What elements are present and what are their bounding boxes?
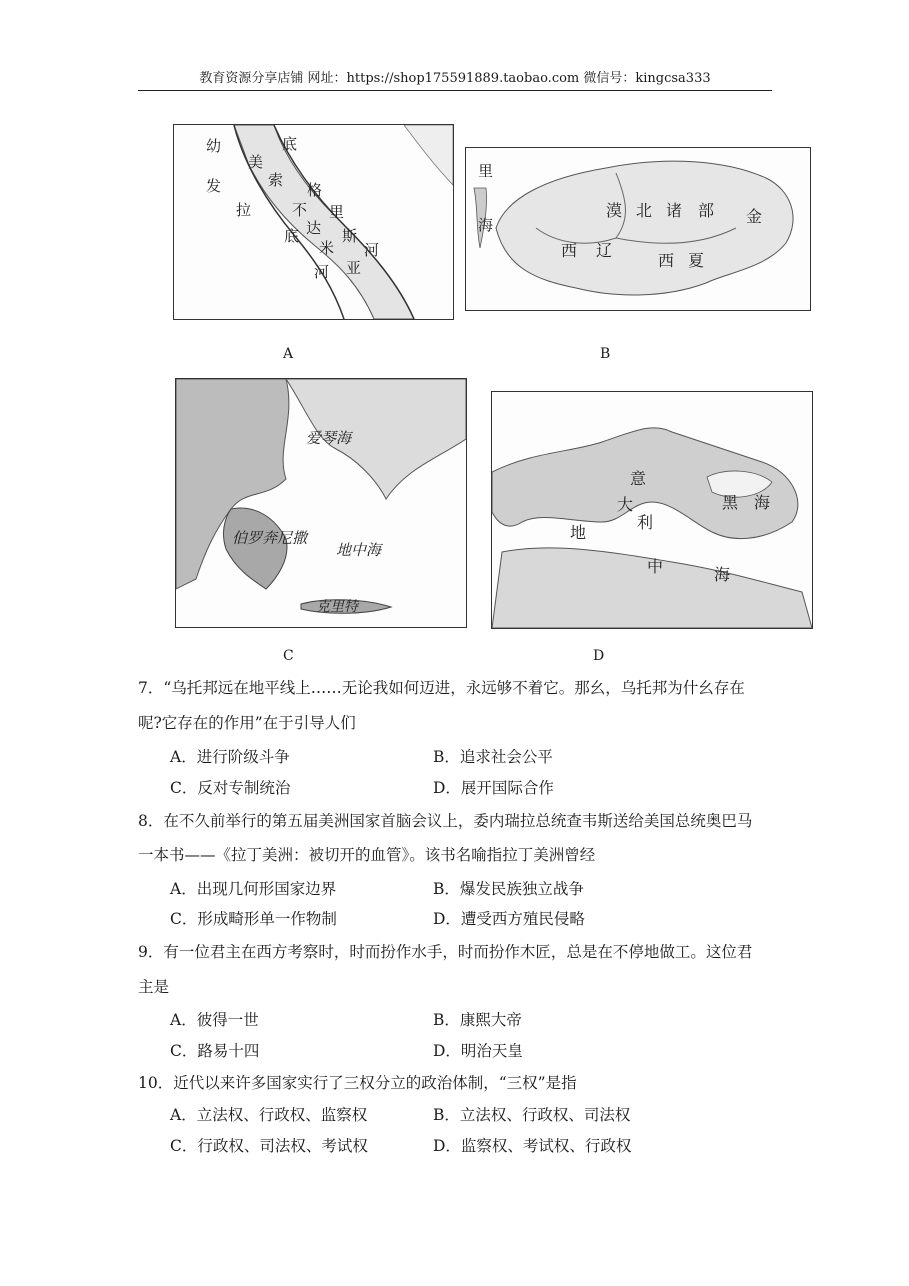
map-b-label: 辽 — [596, 241, 613, 260]
header-rule — [138, 90, 772, 91]
map-a-label: 河 — [314, 263, 330, 281]
map-d-label: 意 — [630, 469, 647, 488]
map-d-label: 中 — [647, 557, 664, 576]
map-a-label: 拉 — [236, 201, 252, 219]
map-a-label: 底 — [282, 135, 298, 153]
question-8-option-d[interactable]: D．遭受西方殖民侵略 — [433, 910, 585, 928]
question-8-option-b[interactable]: B．爆发民族独立战争 — [433, 880, 584, 898]
question-7-option-a[interactable]: A．进行阶级斗争 — [170, 748, 290, 766]
question-7-option-c[interactable]: C．反对专制统治 — [170, 779, 291, 797]
map-c-label: 地中海 — [336, 541, 382, 559]
question-9-option-c[interactable]: C．路易十四 — [170, 1042, 260, 1060]
map-a-label: 发 — [206, 177, 222, 195]
question-8-line2: 一本书——《拉丁美洲：被切开的血管》。该书名喻指拉丁美洲曾经 — [138, 846, 596, 864]
map-d-caption: D — [593, 648, 605, 664]
map-b-label: 海 — [478, 216, 494, 234]
map-c-greece — [175, 378, 467, 628]
map-d-label: 利 — [637, 513, 654, 532]
map-c-label: 爱琴海 — [306, 429, 352, 447]
map-b-label: 西 — [561, 241, 578, 260]
question-9-line1: 9．有一位君主在西方考察时，时而扮作水手，时而扮作木匠，总是在不停地做工。这位君 — [138, 943, 753, 961]
map-a-label: 米 — [319, 239, 335, 257]
map-b-label: 漠 — [606, 201, 623, 220]
map-a-label: 达 — [306, 219, 322, 237]
map-a-label: 格 — [307, 181, 323, 199]
map-a-label: 底 — [284, 227, 300, 245]
question-10-line1: 10．近代以来许多国家实行了三权分立的政治体制，“三权”是指 — [138, 1074, 577, 1092]
map-b-label: 西 — [658, 251, 675, 270]
map-a-label: 美 — [248, 153, 264, 171]
question-7-option-b[interactable]: B．追求社会公平 — [433, 748, 553, 766]
map-a-caption: A — [283, 346, 294, 362]
question-10-option-d[interactable]: D．监察权、考试权、行政权 — [433, 1137, 632, 1155]
map-c-label: 克里特 — [316, 599, 358, 615]
map-a-label: 亚 — [346, 259, 362, 277]
question-7-line1: 7．“乌托邦远在地平线上……无论我如何迈进，永远够不着它。那幺，乌托邦为什幺存在 — [138, 679, 745, 697]
map-b-label: 部 — [698, 201, 715, 220]
question-8-line1: 8．在不久前举行的第五届美洲国家首脑会议上，委内瑞拉总统查韦斯送给美国总统奥巴马 — [138, 812, 753, 830]
map-a-label: 索 — [268, 171, 284, 189]
question-9-option-d[interactable]: D．明治天皇 — [433, 1042, 523, 1060]
map-a-label: 里 — [329, 203, 345, 221]
question-9-line2: 主是 — [138, 978, 170, 996]
map-a-label: 不 — [292, 201, 308, 219]
question-7-option-d[interactable]: D．展开国际合作 — [433, 779, 554, 797]
map-a-label: 河 — [364, 241, 380, 259]
map-b-label: 夏 — [688, 251, 705, 270]
map-b-label: 里 — [478, 162, 494, 180]
question-9-option-a[interactable]: A．彼得一世 — [170, 1011, 259, 1029]
map-a-label: 幼 — [206, 137, 222, 155]
map-b-label: 北 — [636, 201, 653, 220]
question-8-option-a[interactable]: A．出现几何形国家边界 — [170, 880, 337, 898]
question-10-option-a[interactable]: A．立法权、行政权、监察权 — [170, 1106, 368, 1124]
map-d-label: 地 — [570, 523, 587, 542]
question-10-option-c[interactable]: C．行政权、司法权、考试权 — [170, 1137, 368, 1155]
question-8-option-c[interactable]: C．形成畸形单一作物制 — [170, 910, 337, 928]
question-7-line2: 呢?它存在的作用”在于引导人们 — [138, 714, 356, 732]
map-c-caption: C — [283, 648, 294, 664]
map-d-label: 大 — [617, 495, 634, 514]
question-9-option-b[interactable]: B．康熙大帝 — [433, 1011, 522, 1029]
map-b-label: 诸 — [666, 201, 683, 220]
map-d-label: 黑 — [722, 493, 739, 512]
map-b-label: 金 — [746, 207, 763, 226]
map-a-label: 斯 — [342, 227, 358, 245]
map-d-label: 海 — [714, 565, 731, 584]
question-10-option-b[interactable]: B．立法权、行政权、司法权 — [433, 1106, 631, 1124]
page-header: 教育资源分享店铺 网址：https://shop175591889.taobao.com 微信号：kingcsa333 — [199, 71, 711, 86]
map-d-label: 海 — [754, 493, 771, 512]
map-b-caption: B — [600, 346, 611, 362]
map-d-roman-empire — [491, 391, 813, 629]
map-c-label: 伯罗奔尼撒 — [232, 529, 308, 547]
map-a-mesopotamia — [173, 124, 454, 320]
map-b-song-era — [465, 147, 811, 311]
